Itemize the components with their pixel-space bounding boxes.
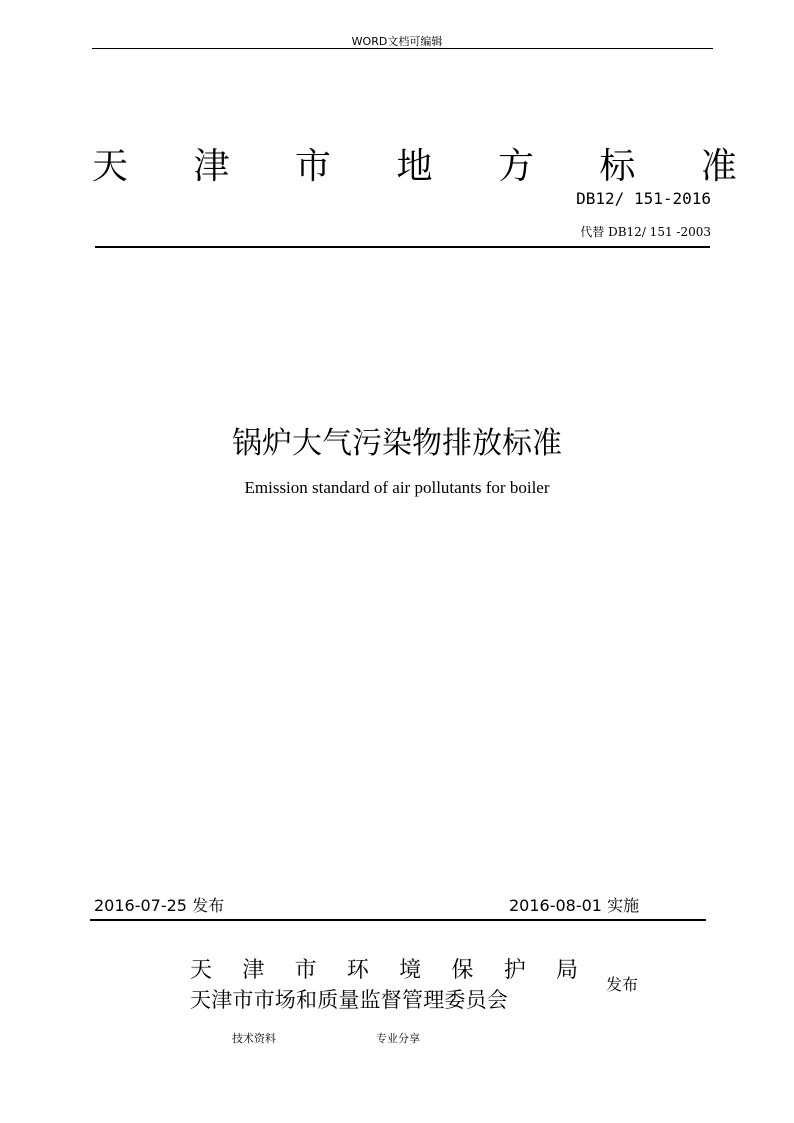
effective-date: 2016-08-01 实施 bbox=[509, 896, 640, 915]
header-divider bbox=[92, 48, 713, 49]
footer-right-text: 专业分享 bbox=[376, 1032, 420, 1045]
page-header: WORD文档可编辑 bbox=[351, 35, 443, 48]
issuer-char: 局 bbox=[555, 958, 578, 983]
masthead-char: 地 bbox=[396, 145, 433, 187]
masthead-divider bbox=[95, 246, 710, 248]
masthead-char: 天 bbox=[92, 145, 129, 187]
document-title-english: Emission standard of air pollutants for boiler bbox=[244, 478, 550, 497]
masthead-char: 津 bbox=[193, 145, 230, 187]
issuer-char: 津 bbox=[242, 958, 265, 983]
issuer-char: 保 bbox=[451, 958, 474, 983]
issuer-environmental-bureau bbox=[190, 953, 578, 984]
masthead-char: 方 bbox=[497, 145, 534, 187]
dates-divider bbox=[90, 919, 706, 921]
masthead-title bbox=[92, 138, 737, 188]
issue-date: 2016-07-25 发布 bbox=[94, 896, 225, 915]
issued-by-label: 发布 bbox=[606, 975, 639, 994]
footer-left-text: 技术资料 bbox=[232, 1032, 276, 1045]
replaces-standard: 代替 DB12/ 151 -2003 bbox=[580, 225, 711, 239]
issuer-market-quality-committee: 天津市市场和质量监督管理委员会 bbox=[190, 988, 508, 1012]
issuer-char: 护 bbox=[503, 958, 526, 983]
masthead-char: 标 bbox=[599, 145, 636, 187]
standard-number: DB12/ 151-2016 bbox=[576, 189, 711, 208]
masthead-char: 市 bbox=[294, 145, 331, 187]
issuer-char: 市 bbox=[294, 958, 317, 983]
issuer-char: 天 bbox=[190, 958, 213, 983]
document-title-chinese: 锅炉大气污染物排放标准 bbox=[232, 426, 562, 461]
issuer-char: 环 bbox=[346, 958, 369, 983]
issuer-char: 境 bbox=[399, 958, 422, 983]
masthead-char: 准 bbox=[700, 145, 737, 187]
